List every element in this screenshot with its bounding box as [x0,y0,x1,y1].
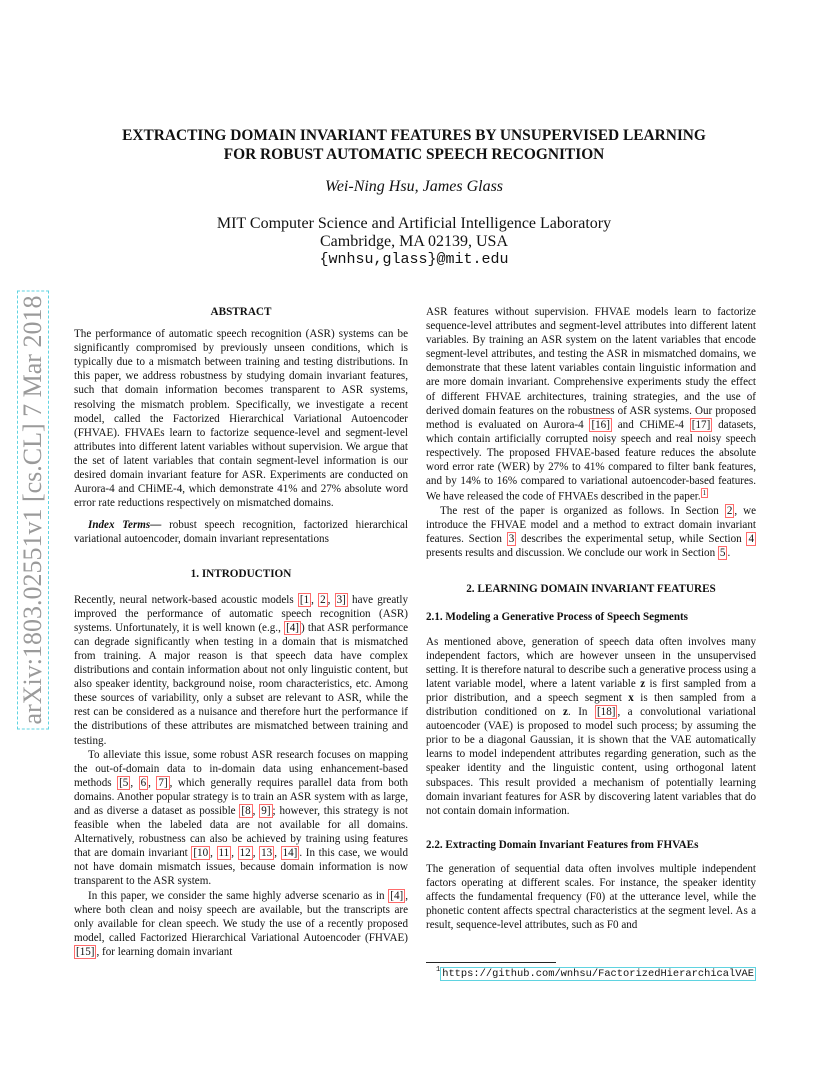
intro-paragraph-1 [74,593,408,748]
index-terms-text: robust speech recognition, factorized hierarchical variational autoencoder, domain invariant representations [74,519,408,546]
intro-p2-text: , [252,847,260,860]
paper-authors: Wei-Ning Hsu, James Glass [324,178,504,195]
citation-link[interactable]: [1 [299,593,310,606]
right-column [426,305,756,932]
math-variable-z: z [640,677,646,690]
intro-p2-text: , [148,776,157,789]
index-terms [74,518,408,546]
citation-link[interactable]: 2 [320,593,326,606]
intro-p3-text: , for learning domain invariant [96,945,233,958]
right-p2-text: presents results and discussion. We conclude our work in Section [426,547,718,560]
citation-link[interactable]: [4] [390,889,404,902]
section-ref-link[interactable]: 5 [719,547,726,560]
right-p1-text: and CHiME-4 [611,418,690,431]
intro-p2-text: To alleviate this issue, some robust ASR research focuses on mapping the out-of-domain data to in-domain data using enhancement-based methods [74,748,408,789]
citation-link[interactable]: [10 [193,847,209,860]
arxiv-identifier-text: arXiv:1803.02551v1 [cs.CL] 7 Mar 2018 [17,291,49,730]
section-ref-link[interactable]: 3 [508,533,515,546]
intro-paragraph-3 [74,889,408,959]
citation-link[interactable]: [8 [241,805,251,817]
footnote-number: 1 [436,966,441,974]
citation-link[interactable]: 12 [239,847,251,860]
sub21-text: . In [567,706,595,719]
section-2-heading: 2. LEARNING DOMAIN INVARIANT FEATURES [466,583,716,596]
intro-p3-text: , where both clean and noisy speech are available, but the transcripts are only available for clean speech. We study the use of a recently proposed model, called Factorized Hierarchical Variational Autoencoder (FHVAE) [74,889,408,944]
right-paragraph-2 [426,504,756,560]
right-p2-text: , we introduce the FHVAE model and a method to extract domain invariant features. Section [426,505,757,546]
intro-p2-text: ; however, this strategy is not feasible when the labeled data are not available for all domains. Alternatively, robustness can also be achieved by training using features that are domain invariant [74,805,408,860]
affiliation-line-2: Cambridge, MA 02139, USA [320,233,508,250]
index-terms-label: Index Terms— [88,519,162,532]
intro-p2-text: . In this case, we would not have domain mismatch issues, because domain information is now transparent to the ASR system. [74,847,409,888]
math-variable-z: z [563,706,568,719]
intro-p2-text: , [252,805,260,817]
citation-link[interactable]: 3] [336,593,346,606]
intro-p3-text: In this paper, we consider the same highly adverse scenario as in [88,889,389,902]
title-line-2: FOR ROBUST AUTOMATIC SPEECH RECOGNITION [223,146,605,163]
citation-link[interactable]: 7] [158,776,168,789]
citation-link[interactable]: 13 [261,847,273,860]
intro-p1-text: Recently, neural network-based acoustic models [74,593,298,606]
sub21-text: is then sampled from a distribution conditioned on [426,691,756,719]
section-ref-link[interactable]: 2 [726,505,733,517]
citation-link[interactable]: [4] [286,621,299,634]
right-p1-text: datasets, which contain artificially corrupted noisy speech and real noisy speech respectively. The proposed FHVAE-based feature reduces the absolute word error rate (WER) by 27% to 41% compared to filter bank features, and by 14% to 16% compared to variational autoencoder-based features. We have released the code of FHVAEs described in the paper. [426,418,756,503]
intro-p2-text: , [130,776,139,789]
math-variable-x: x [628,691,634,704]
intro-p1-text: ) that ASR performance can degrade significantly when testing in a domain that is mismatched from training. A major reason is that speech data have complex distributions and contain information about not only linguistic content, but also speaker identity, background noise, room characteristics, etc. Among these sources of variability, only a subset are relevant to ASR, while the rest can be considered as a nuisance and therefore hurt the performance if the distributions of these attributes are mismatched between training and testing. [74,621,408,747]
title-line-1: EXTRACTING DOMAIN INVARIANT FEATURES BY UNSUPERVISED LEARNING [122,127,706,144]
intro-p2-text: , which generally requires parallel data from both domains. Another popular strategy is to train an ASR system with as large, and as diverse a dataset as possible [74,776,409,817]
citation-link[interactable]: [17] [691,418,711,431]
intro-p2-text: , [274,847,281,860]
paper-affiliation [0,215,828,269]
intro-p1-text: , [327,593,335,606]
citation-link[interactable]: [15] [76,945,95,958]
intro-p1-text: , [311,593,319,606]
section-ref-link[interactable]: 4 [748,533,755,546]
right-p2-text: describes the experimental setup, while Section [516,533,747,546]
intro-p2-text: , [231,847,238,860]
subsection-2-1-heading: 2.1. Modeling a Generative Process of Speech Segments [426,611,688,624]
left-column [74,305,408,959]
intro-p1-text: have greatly improved the performance of automatic speech recognition (ASR) systems. Unfortunately, it is well known (e.g., [74,593,408,634]
right-p2-text: The rest of the paper is organized as follows. In Section [440,505,725,517]
footnote-url-link[interactable]: https://github.com/wnhsu/FactorizedHierarchicalVAE [442,967,754,980]
subsection-2-2-text: The generation of sequential data often involves multiple independent factors operating at different scales. For instance, the speaker identity affects the fundamental frequency (F0) at the utterance level, while the phonetic content affects spectral characteristics at the segment level. As a result, sequence-level attributes, such as F0 and [426,862,756,932]
citation-link[interactable]: 11 [218,847,230,860]
section-1-heading: 1. INTRODUCTION [190,567,292,580]
citation-link[interactable]: [5 [119,776,129,789]
abstract-heading: ABSTRACT [210,306,272,318]
citation-link[interactable]: [16] [591,418,610,431]
author-email: {wnhsu,glass}@mit.edu [319,251,509,268]
citation-link[interactable]: [18] [596,706,616,719]
right-paragraph-1 [426,305,756,504]
footnote-divider [426,962,556,963]
arxiv-identifier-stamp [18,265,48,755]
citation-link[interactable]: 14] [282,847,298,860]
right-p1-text: ASR features without supervision. FHVAE models learn to factorize sequence-level attributes and segment-level attributes into different latent variables. By training an ASR system on the latent variables that encode segment-level attributes, and testing the ASR in mismatched domains, we demonstrate that these latent variables contain linguistic information and are more domain invariant. Comprehensive experiments study the effect of different FHVAE architectures, training strategies, and the use of derived domain features on the robustness of ASR systems. Our proposed method is evaluated on Aurora-4 [426,306,756,431]
citation-link[interactable]: 6 [140,776,147,789]
subsection-2-2-heading: 2.2. Extracting Domain Invariant Features from FHVAEs [426,838,699,851]
affiliation-line-1: MIT Computer Science and Artificial Intelligence Laboratory [216,215,612,232]
paper-title [0,126,828,164]
intro-p2-text: , [210,847,217,860]
abstract-text: The performance of automatic speech recognition (ASR) systems can be significantly compromised by previously unseen conditions, which is typically due to a mismatch between training and testing distributions. In this paper, we address robustness by studying domain invariant features, such that domain information becomes transparent to ASR systems, resolving the mismatch problem. Specifically, we investigate a recent model, called the Factorized Hierarchical Variational Autoencoder (FHVAE). FHVAEs learn to factorize sequence-level and segment-level attributes into different latent variables without supervision. We argue that the set of latent variables that contain segment-level information is our desired domain invariant feature for ASR. Experiments are conducted on Aurora-4 and CHiME-4, which demonstrate 41% and 27% absolute word error rate reductions respectively on mismatched domains. [74,328,408,510]
subsection-2-1-text [426,635,756,818]
footnote-marker-link[interactable]: 1 [702,489,707,498]
intro-paragraph-2 [74,748,408,889]
sub21-text: , a convolutional variational autoencoder (VAE) is proposed to model such process; by assuming the prior to be a diagonal Gaussian, it is shown that the VAE automatically learns to model independent attributes regarding generation, such as the speaker identity and the linguistic content, using orthogonal latent subspaces. This result provided a mechanism of potentially learning domain invariant features for ASR by discovering latent variables that do not contain domain information. [426,706,756,817]
sub21-text: As mentioned above, generation of speech data often involves many independent factors, which are however unseen in the unsupervised setting. It is therefore natural to describe such a generative process using a latent variable model, where a latent variable [426,635,756,690]
right-p2-text: . [727,547,731,560]
footnote [436,966,756,980]
citation-link[interactable]: 9] [261,805,271,817]
sub21-text: is first sampled from a prior distribution, and a speech segment [426,677,756,704]
